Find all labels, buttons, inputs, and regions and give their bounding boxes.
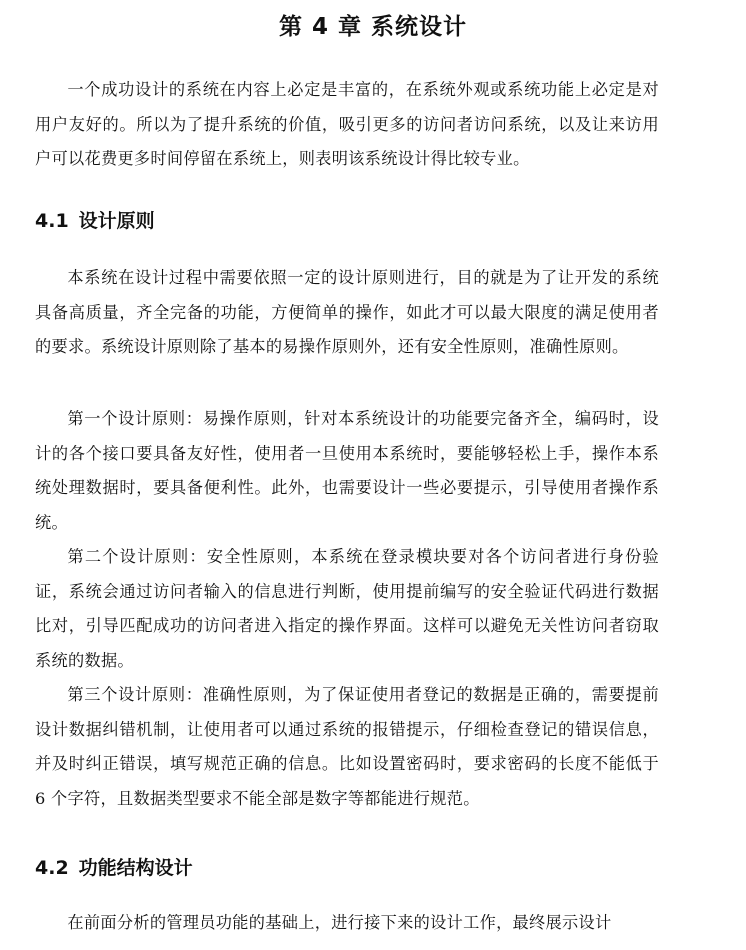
intro-paragraph: 一个成功设计的系统在内容上必定是丰富的，在系统外观或系统功能上必定是对用户友好的。所以为了提升系统的价值，吸引更多的访问者访问系统，以及让来访用户可以花费更多时间停留在系统上，则表明该系统设计得比较专业。 bbox=[35, 80, 659, 168]
section-number: 4.2 bbox=[35, 857, 69, 879]
paragraph-design-principles-intro: 本系统在设计过程中需要依照一定的设计原则进行，目的就是为了让开发的系统具备高质量，齐全完备的功能，方便简单的操作，如此才可以最大限度的满足使用者的要求。系统设计原则除了基本的易操作原则外，还有安全性原则，准确性原则。 bbox=[35, 268, 659, 356]
section-title: 功能结构设计 bbox=[78, 857, 193, 879]
section-heading-4-2 bbox=[35, 853, 193, 880]
paragraph-third-principle: 第三个设计原则：准确性原则，为了保证使用者登记的数据是正确的，需要提前设计数据纠错机制，让使用者可以通过系统的报错提示，仔细检查登记的错误信息，并及时纠正错误，填写规范正确的信息。比如设置密码时，要求密码的长度不能低于 6 个字符，且数据类型要求不能全部是数字等都能进行规范。 bbox=[35, 685, 659, 808]
section-heading-4-1 bbox=[35, 206, 155, 233]
chapter-title: 第 4 章 系统设计 bbox=[278, 14, 468, 40]
section-number: 4.1 bbox=[35, 210, 69, 232]
section-title: 设计原则 bbox=[78, 210, 155, 232]
paragraph-second-principle: 第二个设计原则：安全性原则，本系统在登录模块要对各个访问者进行身份验证，系统会通过访问者输入的信息进行判断，使用提前编写的安全验证代码进行数据比对，引导匹配成功的访问者进入指定的操作界面。这样可以避免无关性访问者窃取系统的数据。 bbox=[35, 547, 659, 670]
paragraph-function-structure: 在前面分析的管理员功能的基础上，进行接下来的设计工作，最终展示设计 bbox=[67, 913, 612, 932]
paragraph-first-principle: 第一个设计原则：易操作原则，针对本系统设计的功能要完备齐全，编码时，设计的各个接口要具备友好性，使用者一旦使用本系统时，要能够轻松上手，操作本系统处理数据时，要具备便利性。此外，也需要设计一些必要提示，引导使用者操作系统。 bbox=[35, 409, 659, 532]
